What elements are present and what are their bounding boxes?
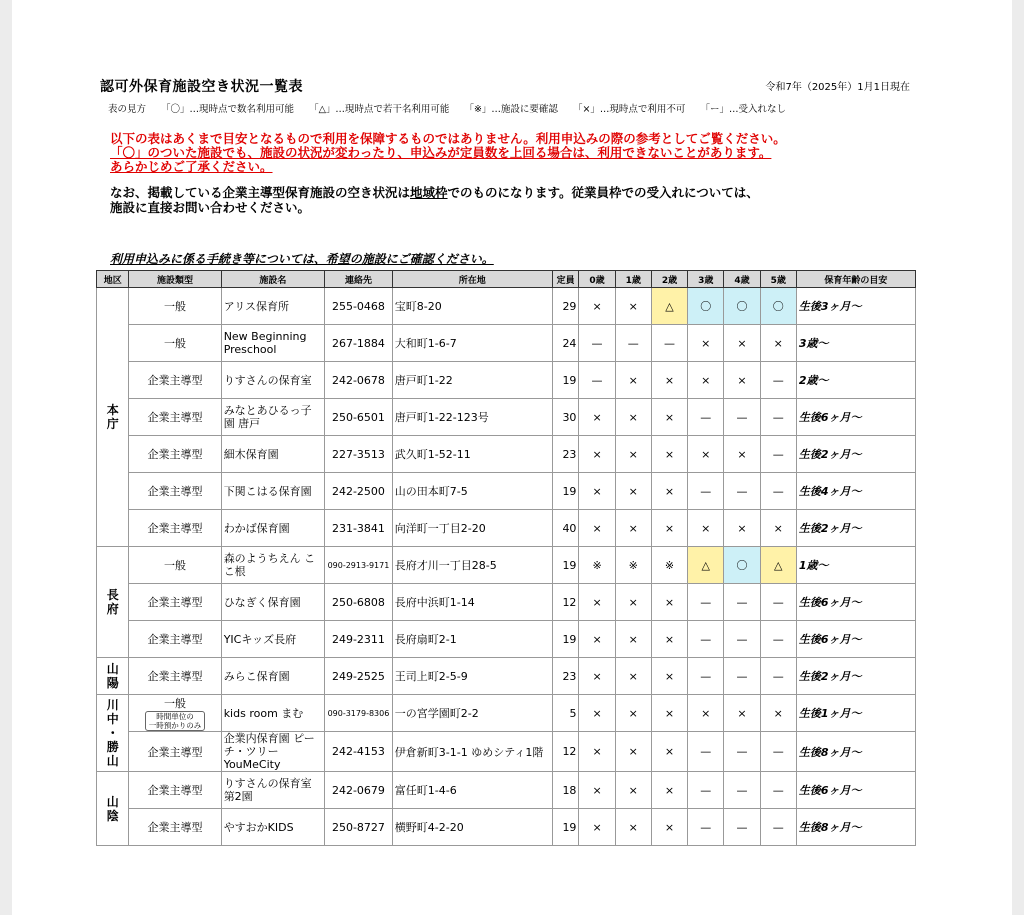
capacity: 19: [552, 547, 579, 584]
column-header: 1歳: [615, 271, 651, 288]
age-availability: —: [760, 809, 796, 846]
age-availability: ×: [615, 399, 651, 436]
facility-type: [129, 510, 221, 547]
age-availability: ×: [615, 584, 651, 621]
table-row: [97, 436, 916, 473]
phone-number: 242-0679: [325, 772, 393, 809]
facility-type-label: 企業主導型: [147, 411, 203, 424]
column-header: 定員: [552, 271, 579, 288]
address: 大和町1-6-7: [392, 325, 552, 362]
age-availability: ×: [615, 809, 651, 846]
facility-name: 細木保育園: [221, 436, 324, 473]
address: 武久町1-52-11: [392, 436, 552, 473]
area-cell: 本 庁: [97, 288, 129, 547]
age-availability: ×: [651, 658, 687, 695]
phone-number: 231-3841: [325, 510, 393, 547]
table-row: [97, 621, 916, 658]
table-row: [97, 510, 916, 547]
age-guide: 生後6ヶ月～: [796, 399, 915, 436]
facility-type-label: 一般: [164, 559, 187, 572]
age-availability: —: [724, 809, 760, 846]
legend: [108, 101, 798, 115]
facility-type: [129, 809, 221, 846]
facility-type-label: 企業主導型: [147, 784, 203, 797]
capacity: 12: [552, 584, 579, 621]
table-row: [97, 399, 916, 436]
age-availability: ×: [724, 695, 760, 732]
age-availability: ×: [724, 510, 760, 547]
phone-number: 250-6501: [325, 399, 393, 436]
red-notice-line: あらかじめご了承ください。: [110, 159, 273, 174]
age-availability: —: [688, 809, 724, 846]
phone-number: 227-3513: [325, 436, 393, 473]
legend-item: 表の見方: [108, 104, 147, 115]
facility-name: 下関こはる保育園: [221, 473, 324, 510]
age-availability: ×: [579, 695, 615, 732]
facility-type-label: 企業主導型: [147, 596, 203, 609]
phone-number: 242-2500: [325, 473, 393, 510]
age-availability: —: [688, 584, 724, 621]
facility-type: [129, 436, 221, 473]
age-availability: ×: [579, 436, 615, 473]
address: 長府才川一丁目28-5: [392, 547, 552, 584]
age-availability: ×: [760, 695, 796, 732]
age-availability: —: [688, 399, 724, 436]
facility-type-note: 時間単位の 一時預かりのみ: [145, 711, 206, 731]
phone-number: 267-1884: [325, 325, 393, 362]
column-header: 所在地: [392, 271, 552, 288]
area-cell: 山 陰: [97, 772, 129, 846]
column-header: 地区: [97, 271, 129, 288]
age-availability: 〇: [724, 288, 760, 325]
column-header: 2歳: [651, 271, 687, 288]
table-row: [97, 288, 916, 325]
age-availability: ×: [651, 695, 687, 732]
phone-number: 250-6808: [325, 584, 393, 621]
address: 向洋町一丁目2-20: [392, 510, 552, 547]
age-guide: 2歳～: [796, 362, 915, 399]
age-availability: —: [688, 473, 724, 510]
facility-name: YICキッズ長府: [221, 621, 324, 658]
age-guide: 生後2ヶ月～: [796, 658, 915, 695]
facility-type-label: 企業主導型: [147, 670, 203, 683]
legend-item: 「△」…現時点で若干名利用可能: [309, 104, 450, 115]
capacity: 19: [552, 621, 579, 658]
capacity: 40: [552, 510, 579, 547]
address: 山の田本町7-5: [392, 473, 552, 510]
area-cell: 川 中 ・ 勝 山: [97, 695, 129, 772]
facility-type: [129, 621, 221, 658]
age-availability: ×: [579, 658, 615, 695]
facility-type-label: 企業主導型: [147, 448, 203, 461]
column-header: 保育年齢の目安: [796, 271, 915, 288]
facility-type: [129, 547, 221, 584]
age-availability: 〇: [688, 288, 724, 325]
page-title: 認可外保育施設空き状況一覧表: [100, 79, 303, 95]
facility-name: New Beginning Preschool: [221, 325, 324, 362]
address: 王司上町2-5-9: [392, 658, 552, 695]
age-availability: —: [760, 658, 796, 695]
age-availability: —: [760, 772, 796, 809]
age-availability: ×: [579, 399, 615, 436]
facility-type: [129, 658, 221, 695]
age-guide: 3歳～: [796, 325, 915, 362]
table-row: [97, 695, 916, 732]
table-row: [97, 325, 916, 362]
capacity: 24: [552, 325, 579, 362]
black-notice: [110, 185, 910, 215]
age-availability: ×: [651, 809, 687, 846]
age-availability: ×: [688, 510, 724, 547]
age-availability: —: [760, 399, 796, 436]
facility-name: わかば保育園: [221, 510, 324, 547]
column-header: 4歳: [724, 271, 760, 288]
age-availability: 〇: [760, 288, 796, 325]
area-cell: 長 府: [97, 547, 129, 658]
age-availability: ×: [579, 732, 615, 772]
facility-type: [129, 399, 221, 436]
age-availability: ※: [615, 547, 651, 584]
age-guide: 生後1ヶ月～: [796, 695, 915, 732]
legend-item: 「ー」…受入れなし: [700, 104, 786, 115]
address: 伊倉新町3-1-1 ゆめシティ1階: [392, 732, 552, 772]
age-availability: —: [724, 772, 760, 809]
age-guide: 生後8ヶ月～: [796, 732, 915, 772]
age-availability: ×: [579, 584, 615, 621]
age-guide: 生後6ヶ月～: [796, 772, 915, 809]
table-header-row: [97, 271, 916, 288]
age-availability: ※: [579, 547, 615, 584]
phone-number: 090-2913-9171: [325, 547, 393, 584]
capacity: 5: [552, 695, 579, 732]
facility-name: やすおかKIDS: [221, 809, 324, 846]
black-notice-text: 施設に直接お問い合わせください。: [110, 200, 311, 215]
age-availability: ×: [688, 325, 724, 362]
age-availability: ×: [615, 362, 651, 399]
red-notice-line: 以下の表はあくまで目安となるもので利用を保障するものではありません。利用申込みの際の参考としてご覧ください。: [110, 131, 786, 146]
capacity: 19: [552, 362, 579, 399]
facility-type: [129, 732, 221, 772]
facility-type-label: 企業主導型: [147, 522, 203, 535]
age-guide: 1歳～: [796, 547, 915, 584]
age-availability: ×: [579, 772, 615, 809]
address: 一の宮学園町2-2: [392, 695, 552, 732]
age-guide: 生後2ヶ月～: [796, 510, 915, 547]
age-availability: —: [579, 362, 615, 399]
facility-type: [129, 695, 221, 732]
age-guide: 生後3ヶ月～: [796, 288, 915, 325]
column-header: 3歳: [688, 271, 724, 288]
age-availability: —: [688, 621, 724, 658]
address: 唐戸町1-22-123号: [392, 399, 552, 436]
area-cell: 山 陽: [97, 658, 129, 695]
age-availability: ×: [724, 362, 760, 399]
phone-number: 249-2311: [325, 621, 393, 658]
capacity: 12: [552, 732, 579, 772]
capacity: 19: [552, 809, 579, 846]
facility-type-label: 一般: [164, 300, 187, 313]
capacity: 18: [552, 772, 579, 809]
facility-type: [129, 584, 221, 621]
black-notice-text: でのものになります。従業員枠での受入れについては、: [447, 185, 759, 200]
black-notice-text: なお、掲載している企業主導型保育施設の空き状況は: [110, 185, 411, 200]
phone-number: 250-8727: [325, 809, 393, 846]
facility-type-label: 企業主導型: [147, 374, 203, 387]
table-row: [97, 809, 916, 846]
capacity: 23: [552, 658, 579, 695]
address: 長府扇町2-1: [392, 621, 552, 658]
age-availability: ×: [651, 732, 687, 772]
facility-name: ひなぎく保育園: [221, 584, 324, 621]
age-availability: —: [760, 621, 796, 658]
age-availability: ×: [579, 288, 615, 325]
table-row: [97, 362, 916, 399]
age-availability: ×: [615, 436, 651, 473]
age-availability: △: [651, 288, 687, 325]
age-availability: ×: [615, 732, 651, 772]
table-row: [97, 473, 916, 510]
age-availability: —: [724, 399, 760, 436]
age-guide: 生後2ヶ月～: [796, 436, 915, 473]
capacity: 23: [552, 436, 579, 473]
age-availability: 〇: [724, 547, 760, 584]
age-availability: —: [760, 362, 796, 399]
capacity: 29: [552, 288, 579, 325]
age-availability: —: [760, 473, 796, 510]
age-availability: ×: [724, 325, 760, 362]
age-availability: ×: [579, 473, 615, 510]
facility-type-label: 一般: [164, 337, 187, 350]
facility-type: [129, 473, 221, 510]
age-availability: ×: [615, 621, 651, 658]
facility-name: 森のようちえん ここ根: [221, 547, 324, 584]
document-page: [12, 0, 1012, 915]
age-availability: ×: [615, 658, 651, 695]
facility-type-label: 企業主導型: [147, 745, 203, 759]
age-availability: ×: [760, 325, 796, 362]
availability-table: [96, 270, 916, 846]
age-availability: ×: [688, 362, 724, 399]
age-availability: —: [724, 658, 760, 695]
facility-type-label: 企業主導型: [147, 633, 203, 646]
facility-type-label: 企業主導型: [147, 485, 203, 498]
phone-number: 255-0468: [325, 288, 393, 325]
age-availability: —: [688, 658, 724, 695]
table-body: [97, 288, 916, 846]
address: 宝町8-20: [392, 288, 552, 325]
facility-type: [129, 325, 221, 362]
age-guide: 生後4ヶ月～: [796, 473, 915, 510]
phone-number: 090-3179-8306: [325, 695, 393, 732]
age-availability: △: [760, 547, 796, 584]
age-availability: ×: [615, 510, 651, 547]
age-availability: —: [760, 436, 796, 473]
age-availability: ×: [651, 362, 687, 399]
facility-name: アリス保育所: [221, 288, 324, 325]
age-guide: 生後6ヶ月～: [796, 584, 915, 621]
facility-type: [129, 362, 221, 399]
age-guide: 生後8ヶ月～: [796, 809, 915, 846]
age-availability: —: [651, 325, 687, 362]
age-availability: ×: [688, 695, 724, 732]
table-row: [97, 547, 916, 584]
age-availability: ×: [615, 473, 651, 510]
column-header: 連絡先: [325, 271, 393, 288]
age-availability: ×: [651, 436, 687, 473]
facility-name: 企業内保育園 ピーチ・ツリー YouMeCity: [221, 732, 324, 772]
age-availability: —: [724, 621, 760, 658]
age-availability: —: [760, 584, 796, 621]
capacity: 19: [552, 473, 579, 510]
facility-type-label: 一般: [164, 697, 187, 710]
age-availability: ×: [615, 288, 651, 325]
age-availability: —: [615, 325, 651, 362]
age-availability: ×: [760, 510, 796, 547]
address: 唐戸町1-22: [392, 362, 552, 399]
facility-type: [129, 772, 221, 809]
age-availability: ×: [579, 621, 615, 658]
table-row: [97, 772, 916, 809]
table-row: [97, 584, 916, 621]
phone-number: 242-0678: [325, 362, 393, 399]
red-notice: [110, 132, 900, 174]
legend-item: 「〇」…現時点で数名利用可能: [161, 104, 295, 115]
age-guide: 生後6ヶ月～: [796, 621, 915, 658]
red-notice-line: 「〇」のついた施設でも、施設の状況が変わったり、申込みが定員数を上回る場合は、利用できないことがあります。: [110, 145, 772, 160]
phone-number: 242-4153: [325, 732, 393, 772]
age-availability: ×: [615, 772, 651, 809]
legend-item: 「×」…現時点で利用不可: [572, 104, 686, 115]
age-availability: ※: [651, 547, 687, 584]
capacity: 30: [552, 399, 579, 436]
facility-name: kids room まむ: [221, 695, 324, 732]
table-row: [97, 658, 916, 695]
address: 長府中浜町1-14: [392, 584, 552, 621]
black-notice-emph: 地域枠: [410, 185, 448, 200]
facility-type-label: 企業主導型: [147, 821, 203, 834]
facility-type: [129, 288, 221, 325]
age-availability: ×: [615, 695, 651, 732]
age-availability: ×: [651, 473, 687, 510]
facility-name: りすさんの保育室第2園: [221, 772, 324, 809]
facility-name: みなとあひるっ子園 唐戸: [221, 399, 324, 436]
phone-number: 249-2525: [325, 658, 393, 695]
age-availability: △: [688, 547, 724, 584]
age-availability: ×: [579, 809, 615, 846]
facility-name: みらこ保育園: [221, 658, 324, 695]
age-availability: ×: [579, 510, 615, 547]
as-of-date: 令和7年（2025年）1月1日現在: [765, 82, 910, 93]
age-availability: ×: [688, 436, 724, 473]
age-availability: —: [724, 584, 760, 621]
age-availability: —: [724, 732, 760, 772]
age-availability: ×: [724, 436, 760, 473]
table-row: [97, 732, 916, 772]
facility-name: りすさんの保育室: [221, 362, 324, 399]
age-availability: ×: [651, 399, 687, 436]
column-header: 施設名: [221, 271, 324, 288]
age-availability: —: [688, 772, 724, 809]
address: 横野町4-2-20: [392, 809, 552, 846]
age-availability: ×: [651, 510, 687, 547]
age-availability: —: [579, 325, 615, 362]
age-availability: —: [724, 473, 760, 510]
age-availability: ×: [651, 772, 687, 809]
age-availability: —: [760, 732, 796, 772]
age-availability: ×: [651, 584, 687, 621]
age-availability: ×: [651, 621, 687, 658]
column-header: 5歳: [760, 271, 796, 288]
address: 富任町1-4-6: [392, 772, 552, 809]
legend-item: 「※」…施設に要確認: [464, 104, 558, 115]
age-availability: —: [688, 732, 724, 772]
column-header: 施設類型: [129, 271, 221, 288]
table-subheading: 利用申込みに係る手続き等については、希望の施設にご確認ください。: [110, 252, 494, 266]
column-header: 0歳: [579, 271, 615, 288]
